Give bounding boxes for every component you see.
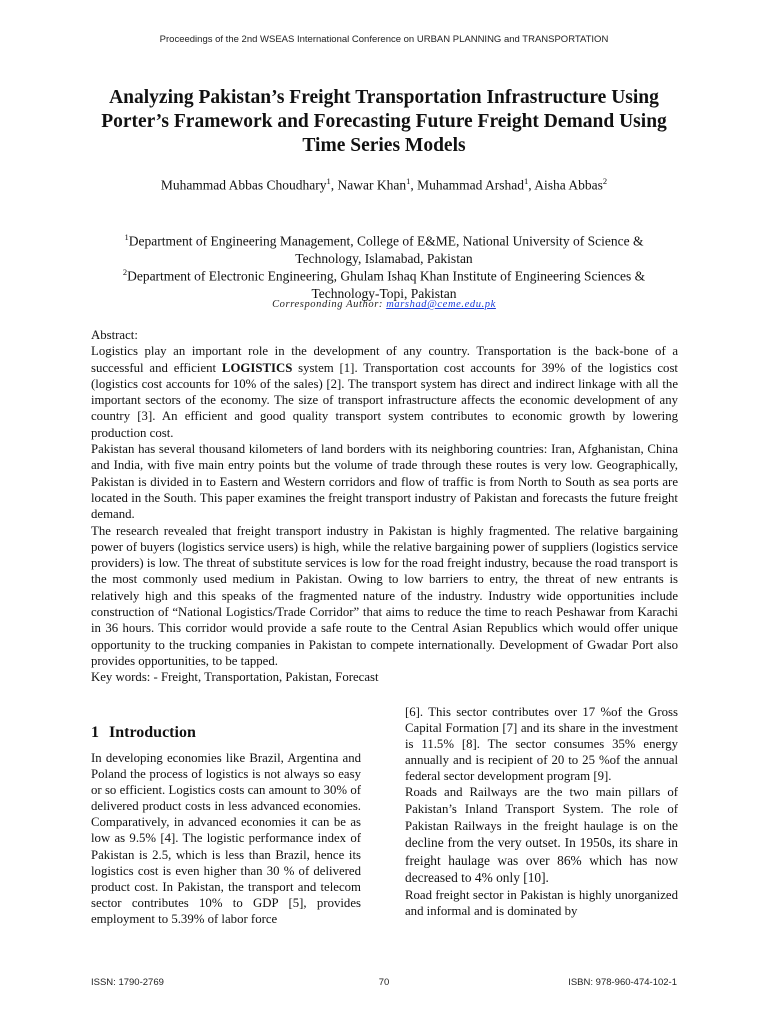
footer-issn: ISSN: 1790-2769 <box>91 977 164 988</box>
right-column <box>405 704 678 919</box>
title-line-3: Time Series Models <box>302 135 466 156</box>
keywords: Key words: - Freight, Transportation, Pakistan, Forecast <box>91 670 379 685</box>
author-affil-mark: 1 <box>524 176 529 186</box>
running-header: Proceedings of the 2nd WSEAS International Conference on URBAN PLANNING and TRANSPORTATION <box>159 34 609 45</box>
corresponding-label: Corresponding Author: <box>272 299 387 310</box>
left-column <box>91 722 361 927</box>
affiliation-mark: 2 <box>122 267 128 277</box>
section-number: 1 <box>91 724 99 741</box>
abstract <box>91 327 678 686</box>
affiliation-1 <box>80 229 688 267</box>
affiliation-line: Department of Engineering Management, College of E&ME, National University of Science & <box>128 233 644 249</box>
intro-paragraph-1: In developing economies like Brazil, Argentina and Poland the process of logistics is not always so easy or so efficient. Logistics costs can amount to 30% of delivered product costs in less advanced economies. Comparatively, in advanced economies it can be as low as 9.5% [4]. The logistic performance index of Pakistan is 2.5, which is less than Brazil, hence its logistics cost is even higher than 30 % of delivered product cost. In Pakistan, the transport and telecom sector contributes 10% to GDP [5], provides employment to 5.39% of labor force <box>91 751 361 926</box>
abstract-paragraph-2: Pakistan has several thousand kilometers of land borders with its neighboring countries: Iran, Afghanistan, China and India, with five main entry points but the volume of trade through these routes is very low. Geographically, Pakistan is divided in to Eastern and Western corridors and flow of traffic is from North to South as sea ports are located in the South. This paper examines the freight transport industry of Pakistan and forecasts the future freight demand. <box>91 442 678 522</box>
footer-isbn: ISBN: 978-960-474-102-1 <box>568 977 677 988</box>
intro-paragraph-4: Road freight sector in Pakistan is highly unorganized and informal and is dominated by <box>405 887 678 918</box>
affiliation-line: Technology, Islamabad, Pakistan <box>295 250 473 266</box>
intro-paragraph-3: Roads and Railways are the two main pillars of Pakistan’s Inland Transport System. The role of Pakistan Railways in the freight haulage is on the decline from the very outset. In 1950s, its share in freight haulage was over 86% which has now decreased to 4% only [10]. <box>405 785 678 886</box>
logistics-bold: LOGISTICS <box>221 360 293 375</box>
abstract-paragraph-1: Logistics play an important role in the development of any country. Transportation is the back-bone of a successful and efficient LOGISTICS system [1]. Transportation cost accounts for 39% of the logistics cost (logistics cost accounts for 10% of the sales) [2]. The transport system has direct and indirect linkage with all the important sectors of the economy. The size of transport infrastructure affects the economic development of any country [3]. An efficient and good quality transport system contributes to economic growth by lowering production cost. <box>91 344 678 440</box>
corresponding-author <box>0 299 768 310</box>
affiliation-line: Technology-Topi, Pakistan <box>311 285 457 301</box>
author-name: Nawar Khan <box>337 177 407 193</box>
author-name: Muhammad Abbas Choudhary <box>160 177 327 193</box>
author-name: Aisha Abbas <box>534 177 603 193</box>
abstract-paragraph-3: The research revealed that freight transport industry in Pakistan is highly fragmented. The relative bargaining power of buyers (logistics service users) is high, while the relative bargaining power of suppliers (logistics service providers) is low. The threat of substitute services is low for the road freight industry, because the road transport is the most commonly used medium in Pakistan. Owing to low barriers to entry, the threat of new entrants is relatively high and this speaks of the fragmented nature of the industry. Industry wide opportunities include construction of “National Logistics/Trade Corridor” that aims to reduce the time to reach Peshawar from Karachi in 36 hours. This corridor would provide a safe route to the Central Asian Republics which would offer unique opportunity to the trucking companies in Pakistan to compete internationally. Development of Gwadar Port also provides opportunities, to be tapped. <box>91 523 678 668</box>
author-affil-mark: 2 <box>602 176 608 186</box>
author-separator: , <box>410 177 418 193</box>
affiliation-2 <box>80 264 688 302</box>
paper-title <box>60 86 708 158</box>
author-affil-mark: 1 <box>406 176 411 186</box>
title-line-2: Porter’s Framework and Forecasting Future Freight Demand Using <box>101 111 667 132</box>
affiliation-line: Department of Electronic Engineering, Ghulam Ishaq Khan Institute of Engineering Sciences & <box>127 268 646 284</box>
author-separator: , <box>528 177 535 193</box>
author-affil-mark: 1 <box>326 176 331 186</box>
author-list <box>40 176 728 194</box>
author-name: Muhammad Arshad <box>417 177 525 193</box>
intro-paragraph-2: [6]. This sector contributes over 17 %of the Gross Capital Formation [7] and its share in the investment is 11.5% [8]. The sector consumes 35% energy annually and is recipient of 20 to 25 %of the annual federal sector development program [9]. <box>405 705 678 784</box>
affiliation-mark: 1 <box>124 232 129 242</box>
footer-page-number: 70 <box>378 977 390 988</box>
title-line-1: Analyzing Pakistan’s Freight Transportation Infrastructure Using <box>109 87 659 108</box>
intro-paragraph-3-large-text: the decline from the very outset. In 1950s, its share in freight haulage was over 86% which has now decreased to 4% only [10]. <box>405 817 678 886</box>
section-heading <box>91 722 361 744</box>
author-separator: , <box>330 177 338 193</box>
section-title: Introduction <box>109 724 196 741</box>
corresponding-email-link[interactable]: marshad@ceme.edu.pk <box>386 299 496 310</box>
abstract-label: Abstract: <box>91 328 138 342</box>
